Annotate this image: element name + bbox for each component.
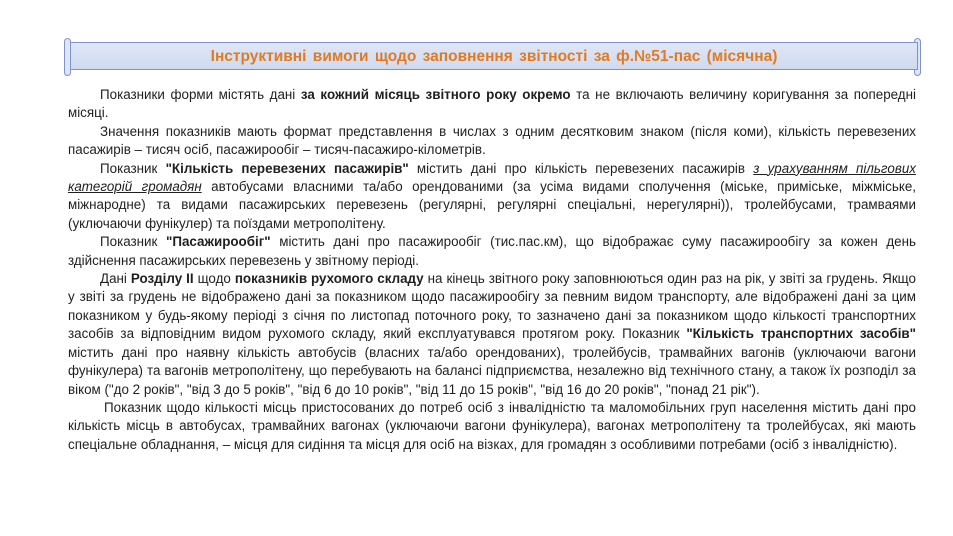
text-run: містить дані про кількість перевезених пасажирів — [408, 160, 754, 176]
paragraph-accessible-seats — [68, 399, 916, 454]
paragraph-rolling-stock — [68, 270, 916, 399]
text-run: містить дані про пасажирообіг (тис.пас.км), що відображає суму пасажирообігу за кожен день здійснення пасажирських перевезень у звітному періоді. — [68, 234, 916, 268]
indicator-name: "Пасажирообіг" — [165, 234, 271, 250]
text-run: щодо — [193, 271, 235, 287]
paragraph-passengers-carried — [68, 160, 916, 234]
paragraph-number-format — [68, 123, 916, 160]
underlined-emphasis: з урахуванням пільгових категорій громадян — [68, 160, 916, 195]
paragraph-passenger-turnover — [68, 233, 916, 270]
text-run: містить дані про наявну кількість автобусів (власних та/або орендованих), тролейбусів, трамвайних вагонів (уключаючи вагони фунікулера) та вагонів метрополітену, що перебувають на балансі підприємства, незалежно від технічного стану, а також їх розподіл за віком ("до 2 років", "від 3 до 5 років", "від 6 до 10 років", "від 11 до 15 років", "від 16 до 20 років", "понад 21 рік"). — [68, 344, 916, 397]
bold-emphasis: за кожний місяць звітного року окремо — [300, 87, 571, 102]
indicator-name: "Кількість перевезених пасажирів" — [165, 160, 409, 176]
text-run: Показник щодо кількості місць пристосованих до потреб осіб з інвалідністю та маломобільних груп населення містить дані про кількість місць в автобусах, трамвайних вагонах (уключаючи вагони фунікулера), вагонах метрополітену та тролейбусах, які мають спеціальне обладнання, – місця для сидіння та місця для осіб на візках, для громадян з особливими потребами (осіб з інвалідністю). — [68, 399, 916, 452]
text-run: Показник — [100, 234, 166, 250]
text-run: на кінець звітного року заповнюються один раз на рік, у звіті за грудень. Якщо у звіті за грудень не відображено дані за показником щодо пасажирообігу за певним видом транспорту, але відображені дані за цим показником у будь-якому періоді з січня по листопад поточного року, то зазначено дані за показником щодо кількості транспортних засобів за відповідним видом рухомого складу, який експлуатувався протягом року. Показник — [68, 271, 916, 342]
page-title: Інструктивні вимоги щодо заповнення звітності за ф.№51-пас (місячна) — [210, 48, 778, 65]
text-run: Дані — [100, 271, 131, 287]
section-name: Розділу II — [130, 271, 194, 287]
text-run: автобусами власними та/або орендованими (за усіма видами сполучення (міське, приміське, міжміське, міжнародне) та видами пасажирських перевезень (регулярні, регулярні спеціальні, нерегулярні)), тролейбусами, трамваями (уключаючи фунікулер) та поїздами метрополітену. — [68, 179, 916, 231]
text-run: та не включають величину коригування за попередні місяці. — [68, 87, 916, 121]
bold-emphasis: показників рухомого складу — [234, 271, 424, 287]
paragraph-monthly-data — [68, 86, 916, 123]
text-run: Показник — [100, 160, 166, 176]
indicator-name: "Кількість транспортних засобів" — [686, 326, 916, 342]
text-run: Значення показників мають формат представлення в числах з одним десятковим знаком (після коми), кількість перевезених пасажирів – тисяч осіб, пасажирообіг – тисяч-пасажиро-кілометрів. — [68, 123, 916, 158]
text-run: Показники форми містять дані — [100, 87, 301, 102]
title-banner — [70, 42, 918, 70]
instructions-body — [68, 86, 916, 454]
